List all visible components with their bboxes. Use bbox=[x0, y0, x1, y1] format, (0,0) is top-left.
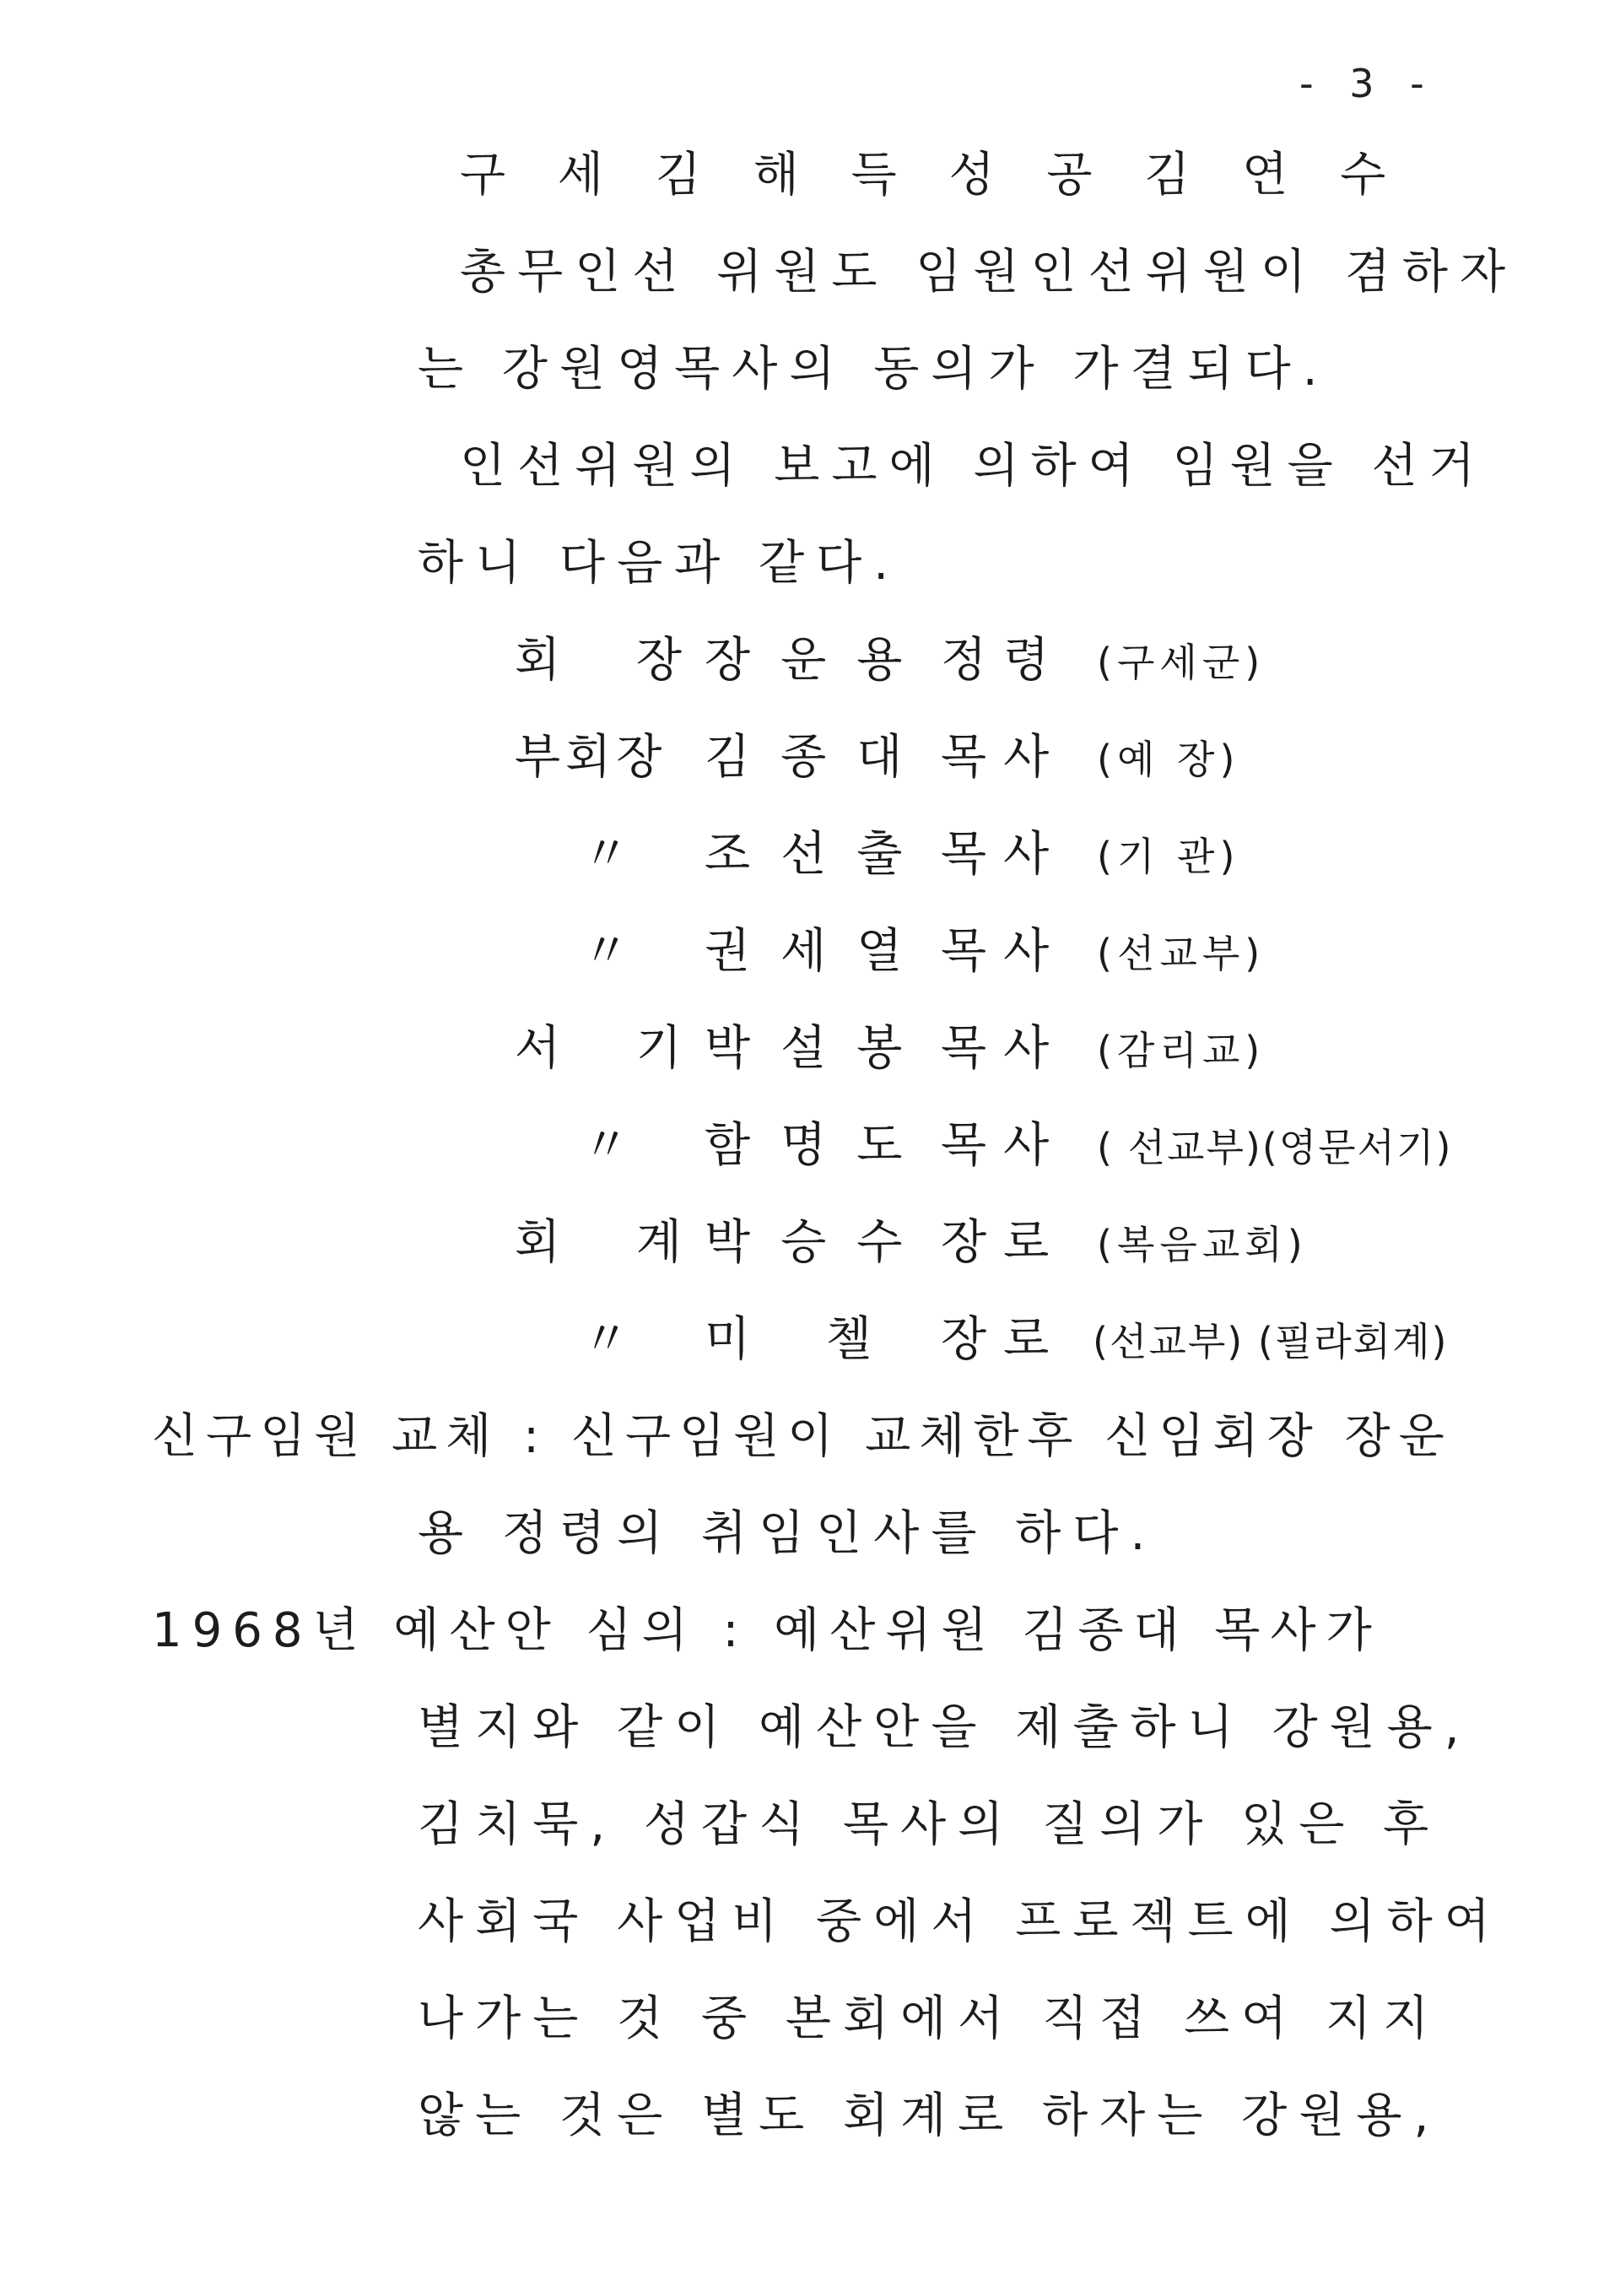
officer-role: 회 계 bbox=[515, 1215, 712, 1270]
officer-title: 장로 bbox=[941, 1312, 1066, 1367]
officer-name: 권세열 bbox=[705, 924, 933, 979]
officer-name: 장운용 bbox=[705, 633, 933, 688]
text-line: 용 정령의 취임인사를 하다. bbox=[418, 1506, 1158, 1561]
text-line: 는 강원영목사의 동의가 가결되다. bbox=[418, 342, 1330, 397]
officer-title: 목사 bbox=[941, 827, 1066, 882]
officer-affiliation: ( 선교부)(영문서기) bbox=[1097, 1125, 1453, 1170]
officer-affiliation: (선교부) (필라회계) bbox=[1093, 1319, 1449, 1364]
officer-name: 박설봉 bbox=[705, 1021, 933, 1076]
text-line: 신구임원 교체 : 신구임원이 교체한후 신임회장 장운 bbox=[152, 1409, 1453, 1464]
ditto-mark: 〃 bbox=[582, 1118, 660, 1173]
officer-name: 김종대 bbox=[705, 730, 933, 785]
officer-title: 목사 bbox=[941, 1021, 1066, 1076]
officer-affiliation: (감리교) bbox=[1097, 1028, 1266, 1073]
officer-role: 서 기 bbox=[515, 1021, 712, 1076]
officer-title: 정령 bbox=[941, 633, 1066, 688]
text-line: 구 세 김 해 득 성 공 김 연 수 bbox=[460, 148, 1405, 203]
text-line: 총무인선 위원도 임원인선위원이 겸하자 bbox=[460, 245, 1518, 300]
text-line: 나가는 것 중 본회에서 직접 쓰여 지지 bbox=[418, 1991, 1441, 2046]
officer-role: 부회장 bbox=[515, 730, 667, 785]
officer-title: 장로 bbox=[941, 1215, 1066, 1270]
officer-affiliation: (구세군) bbox=[1097, 640, 1266, 685]
page-number: - 3 - bbox=[1299, 61, 1436, 106]
officer-name: 박승수 bbox=[705, 1215, 933, 1270]
officer-title: 목사 bbox=[941, 1118, 1066, 1173]
officer-affiliation: (선교부) bbox=[1097, 931, 1266, 976]
officer-name: 함명도 bbox=[705, 1118, 933, 1173]
text-line: 사회국 사업비 중에서 프로젝트에 의하여 bbox=[418, 1894, 1502, 1949]
officer-name: 조선출 bbox=[705, 827, 933, 882]
officer-name: 미 첼 bbox=[705, 1312, 902, 1367]
officer-affiliation: (기 관) bbox=[1097, 834, 1240, 879]
officer-affiliation: (예 장) bbox=[1097, 737, 1240, 782]
officer-affiliation: (복음교회) bbox=[1097, 1222, 1308, 1267]
text-line: 1968년 예산안 심의 : 예산위원 김종대 목사가 bbox=[152, 1603, 1382, 1658]
officer-role: 회 장 bbox=[515, 633, 712, 688]
text-line: 별지와 같이 예산안을 제출하니 강원용, bbox=[418, 1700, 1472, 1755]
text-line: 인선위원의 보고에 의하여 임원을 선거 bbox=[460, 439, 1487, 494]
text-line: 김치묵, 성갑식 목사의 질의가 있은 후 bbox=[418, 1797, 1441, 1852]
ditto-mark: 〃 bbox=[582, 924, 660, 979]
text-line: 않는 것은 별도 회계로 하자는 강원용, bbox=[418, 2088, 1441, 2143]
text-line: 하니 다음과 같다. bbox=[418, 536, 901, 591]
officer-title: 목사 bbox=[941, 730, 1066, 785]
ditto-mark: 〃 bbox=[582, 1312, 660, 1367]
officer-title: 목사 bbox=[941, 924, 1066, 979]
ditto-mark: 〃 bbox=[582, 827, 660, 882]
